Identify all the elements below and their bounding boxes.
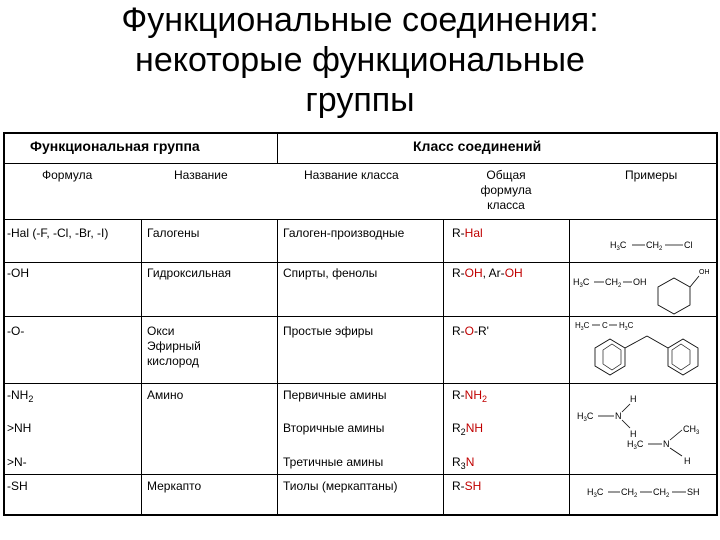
title-line-1: Функциональные соединения: xyxy=(121,1,599,39)
svg-text:H: H xyxy=(630,394,637,404)
svg-text:CH3: $CH_3$ xyxy=(683,424,700,436)
row-amine-name: Амино xyxy=(147,388,184,402)
row-secondary-amine-formula: >NH xyxy=(7,421,32,435)
row-primary-amine-formula: $-NH_2$ xyxy=(7,388,34,404)
svg-text:OH: OH xyxy=(699,269,710,276)
example-chloroethane xyxy=(610,240,693,252)
svg-text:CH2: $CH_2$ xyxy=(653,487,670,499)
svg-text:H3C: $H_3C$ xyxy=(575,321,590,332)
row-sh-general-formula: R-SH xyxy=(452,479,482,493)
row-hal-class: Галоген-производные xyxy=(283,226,405,240)
svg-text:H: H xyxy=(684,456,691,466)
row-hal-formula: -Hal (-F, -Cl, -Br, -I) xyxy=(7,226,109,240)
row-oh-name: Гидроксильная xyxy=(147,266,232,280)
header-compound-class: Класс соединений xyxy=(413,138,542,154)
example-dimethylamine xyxy=(627,424,700,466)
row-oh-general-formula: R-OH, Ar-OH xyxy=(452,266,523,280)
example-diphenyl-ether xyxy=(575,321,698,375)
svg-text:H3C: $H_3C$ xyxy=(610,240,627,252)
row-primary-amine-general-formula: $R-NH_2$ xyxy=(452,388,488,404)
row-tertiary-amine-formula: >N- xyxy=(7,455,27,469)
row-oh-class: Спирты, фенолы xyxy=(283,266,378,280)
svg-text:CH2: $CH_2$ xyxy=(605,277,622,289)
row-secondary-amine-general-formula: $R_2NH$ xyxy=(452,421,484,437)
svg-text:H3C: $H_3C$ xyxy=(627,439,644,451)
svg-text:H3C: $H_3C$ xyxy=(619,321,634,332)
example-propanethiol xyxy=(587,487,700,499)
title-line-3: группы xyxy=(305,81,415,119)
svg-text:OH: OH xyxy=(633,277,647,287)
header-formula: Формула xyxy=(42,168,93,182)
header-class-name: Название класса xyxy=(304,168,399,182)
header-general-formula: Общая формула класса xyxy=(480,168,532,212)
header-examples: Примеры xyxy=(625,168,678,182)
row-tertiary-amine-general-formula: $R_3N$ xyxy=(452,455,475,471)
row-ether-general-formula: R-O-R' xyxy=(452,324,489,338)
svg-text:H3C: $H_3C$ xyxy=(573,277,590,289)
row-primary-amine-class: Первичные амины xyxy=(283,388,387,402)
svg-text:H: H xyxy=(630,429,637,439)
header-name: Название xyxy=(174,168,228,182)
example-ethanol xyxy=(573,277,647,289)
svg-text:H3C: $H_3C$ xyxy=(587,487,604,499)
svg-text:N: N xyxy=(615,411,622,421)
example-methylamine xyxy=(577,394,637,439)
row-tertiary-amine-class: Третичные амины xyxy=(283,455,384,469)
svg-text:CH2: $CH_2$ xyxy=(621,487,638,499)
title-line-2: некоторые функциональные xyxy=(135,41,585,79)
svg-text:N: N xyxy=(663,439,670,449)
example-cyclohexanol xyxy=(658,269,710,314)
row-ether-formula: -O- xyxy=(7,324,25,338)
svg-text:Cl: Cl xyxy=(684,240,693,250)
row-sh-formula: -SH xyxy=(7,479,28,493)
svg-text:C: C xyxy=(602,321,608,330)
svg-text:SH: SH xyxy=(687,487,700,497)
row-oh-formula: -OH xyxy=(7,266,29,280)
header-functional-group: Функциональная группа xyxy=(30,138,200,154)
row-sh-class: Тиолы (меркаптаны) xyxy=(283,479,398,493)
row-sh-name: Меркапто xyxy=(147,479,202,493)
svg-text:CH2: $CH_2$ xyxy=(646,240,663,252)
row-ether-class: Простые эфиры xyxy=(283,324,374,338)
row-hal-general-formula: R-Hal xyxy=(452,226,483,240)
row-ether-name: Окси Эфирный кислород xyxy=(147,324,201,368)
row-hal-name: Галогены xyxy=(147,226,200,240)
svg-text:H3C: $H_3C$ xyxy=(577,411,594,423)
row-secondary-amine-class: Вторичные амины xyxy=(283,421,385,435)
